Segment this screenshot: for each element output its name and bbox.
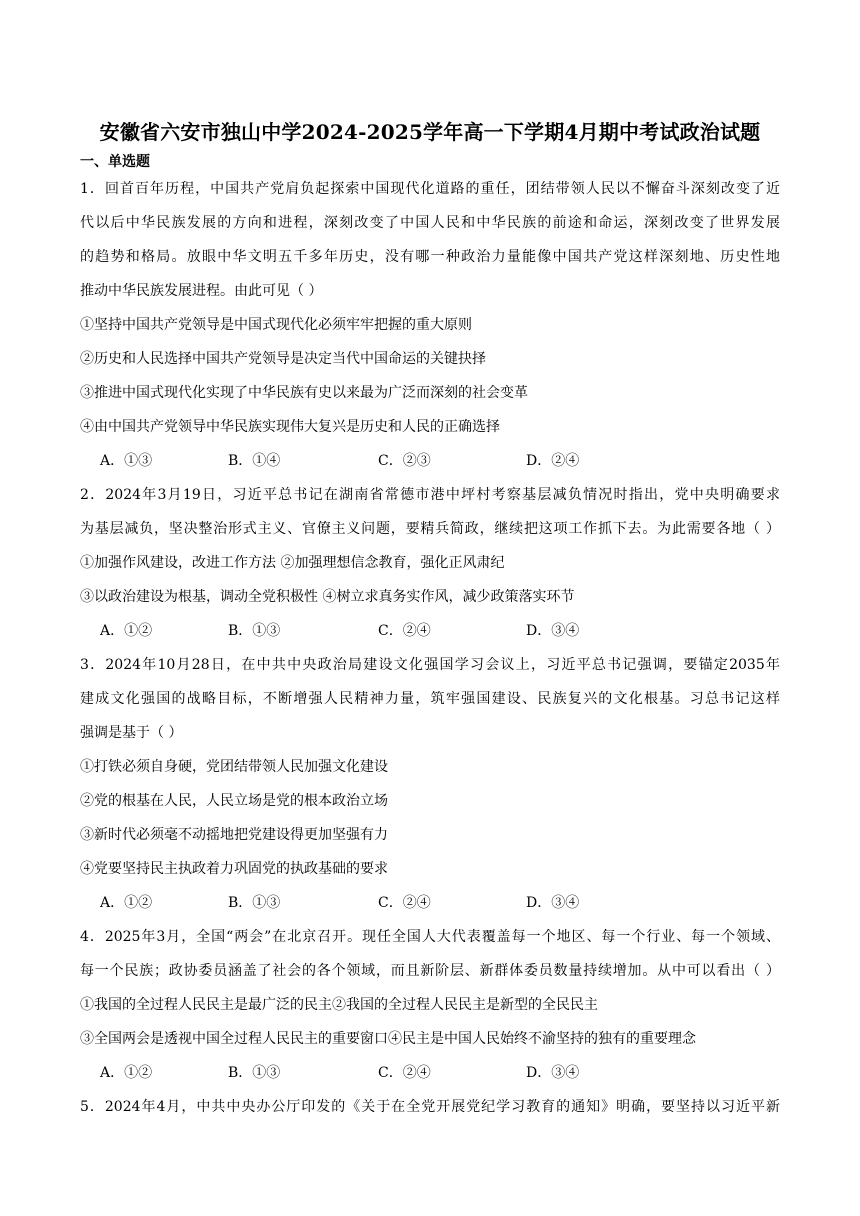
question-2-statements-1: ①加强作风建设，改进工作方法 ②加强理想信念教育，强化正风肃纪 — [80, 555, 505, 571]
option-d[interactable]: D．③④ — [526, 1065, 580, 1081]
option-b[interactable]: B．①③ — [228, 623, 281, 639]
option-d[interactable]: D．②④ — [526, 453, 580, 469]
question-1-statement-4: ④由中国共产党领导中华民族实现伟大复兴是历史和人民的正确选择 — [80, 419, 500, 435]
option-d[interactable]: D．③④ — [526, 895, 580, 911]
question-4-line-2: 每一个民族；政协委员涵盖了社会的各个领域，而且新阶层、新群体委员数量持续增加。从中可以看出（ ） — [80, 963, 780, 979]
option-a[interactable]: A．①② — [100, 623, 153, 639]
option-a[interactable]: A．①② — [100, 1065, 153, 1081]
question-1-line-2: 代以后中华民族发展的方向和进程，深刻改变了中国人民和中华民族的前途和命运，深刻改变了世界发展 — [80, 215, 780, 231]
question-1-statement-1: ①坚持中国共产党领导是中国式现代化必须牢牢把握的重大原则 — [80, 317, 472, 333]
question-2-statements-2: ③以政治建设为根基，调动全党积极性 ④树立求真务实作风，减少政策落实环节 — [80, 589, 575, 605]
option-c[interactable]: C．②③ — [378, 453, 431, 469]
question-3-line-3: 强调是基于（ ） — [80, 725, 183, 741]
option-d[interactable]: D．③④ — [526, 623, 580, 639]
question-4-line-1: 4．2025年3月，全国“两会”在北京召开。现任全国人大代表覆盖每一个地区、每一个行业、每一个领域、 — [80, 929, 780, 945]
question-3-statement-4: ④党要坚持民主执政着力巩固党的执政基础的要求 — [80, 861, 388, 877]
question-1-line-3: 的趋势和格局。放眼中华文明五千多年历史，没有哪一种政治力量能像中国共产党这样深刻地、历史性地 — [80, 249, 780, 265]
question-4-statements-2: ③全国两会是透视中国全过程人民民主的重要窗口④民主是中国人民始终不渝坚持的独有的重要理念 — [80, 1031, 696, 1047]
section-heading: 一、单选题 — [80, 154, 150, 170]
question-5-line-1: 5．2024年4月，中共中央办公厅印发的《关于在全党开展党纪学习教育的通知》明确，要坚持以习近平新 — [80, 1099, 780, 1115]
question-4-statements-1: ①我国的全过程人民民主是最广泛的民主②我国的全过程人民民主是新型的全民民主 — [80, 997, 598, 1013]
option-b[interactable]: B．①③ — [228, 1065, 281, 1081]
option-c[interactable]: C．②④ — [378, 895, 431, 911]
question-3-statement-2: ②党的根基在人民，人民立场是党的根本政治立场 — [80, 793, 388, 809]
question-1-statement-3: ③推进中国式现代化实现了中华民族有史以来最为广泛而深刻的社会变革 — [80, 385, 528, 401]
question-1-line-4: 推动中华民族发展进程。由此可见（ ） — [80, 283, 323, 299]
option-c[interactable]: C．②④ — [378, 1065, 431, 1081]
document-title: 安徽省六安市独山中学2024-2025学年高一下学期4月期中考试政治试题 — [99, 120, 761, 144]
option-c[interactable]: C．②④ — [378, 623, 431, 639]
question-2-line-1: 2．2024年3月19日，习近平总书记在湖南省常德市港中坪村考察基层减负情况时指出，党中央明确要求 — [80, 487, 780, 503]
question-3-line-1: 3．2024年10月28日，在中共中央政治局建设文化强国学习会议上，习近平总书记强调，要锚定2035年 — [80, 657, 780, 673]
question-3-line-2: 建成文化强国的战略目标，不断增强人民精神力量，筑牢强国建设、民族复兴的文化根基。习总书记这样 — [80, 691, 780, 707]
option-b[interactable]: B．①③ — [228, 895, 281, 911]
question-2-line-2: 为基层减负，坚决整治形式主义、官僚主义问题，要精兵简政，继续把这项工作抓下去。为此需要各地（ ） — [80, 521, 780, 537]
option-b[interactable]: B．①④ — [228, 453, 281, 469]
option-a[interactable]: A．①② — [100, 895, 153, 911]
question-1-line-1: 1．回首百年历程，中国共产党肩负起探索中国现代化道路的重任，团结带领人民以不懈奋斗深刻改变了近 — [80, 181, 780, 197]
question-3-statement-1: ①打铁必须自身硬，党团结带领人民加强文化建设 — [80, 759, 388, 775]
question-3-statement-3: ③新时代必须毫不动摇地把党建设得更加坚强有力 — [80, 827, 388, 843]
option-a[interactable]: A．①③ — [100, 453, 153, 469]
question-1-statement-2: ②历史和人民选择中国共产党领导是决定当代中国命运的关键抉择 — [80, 351, 486, 367]
